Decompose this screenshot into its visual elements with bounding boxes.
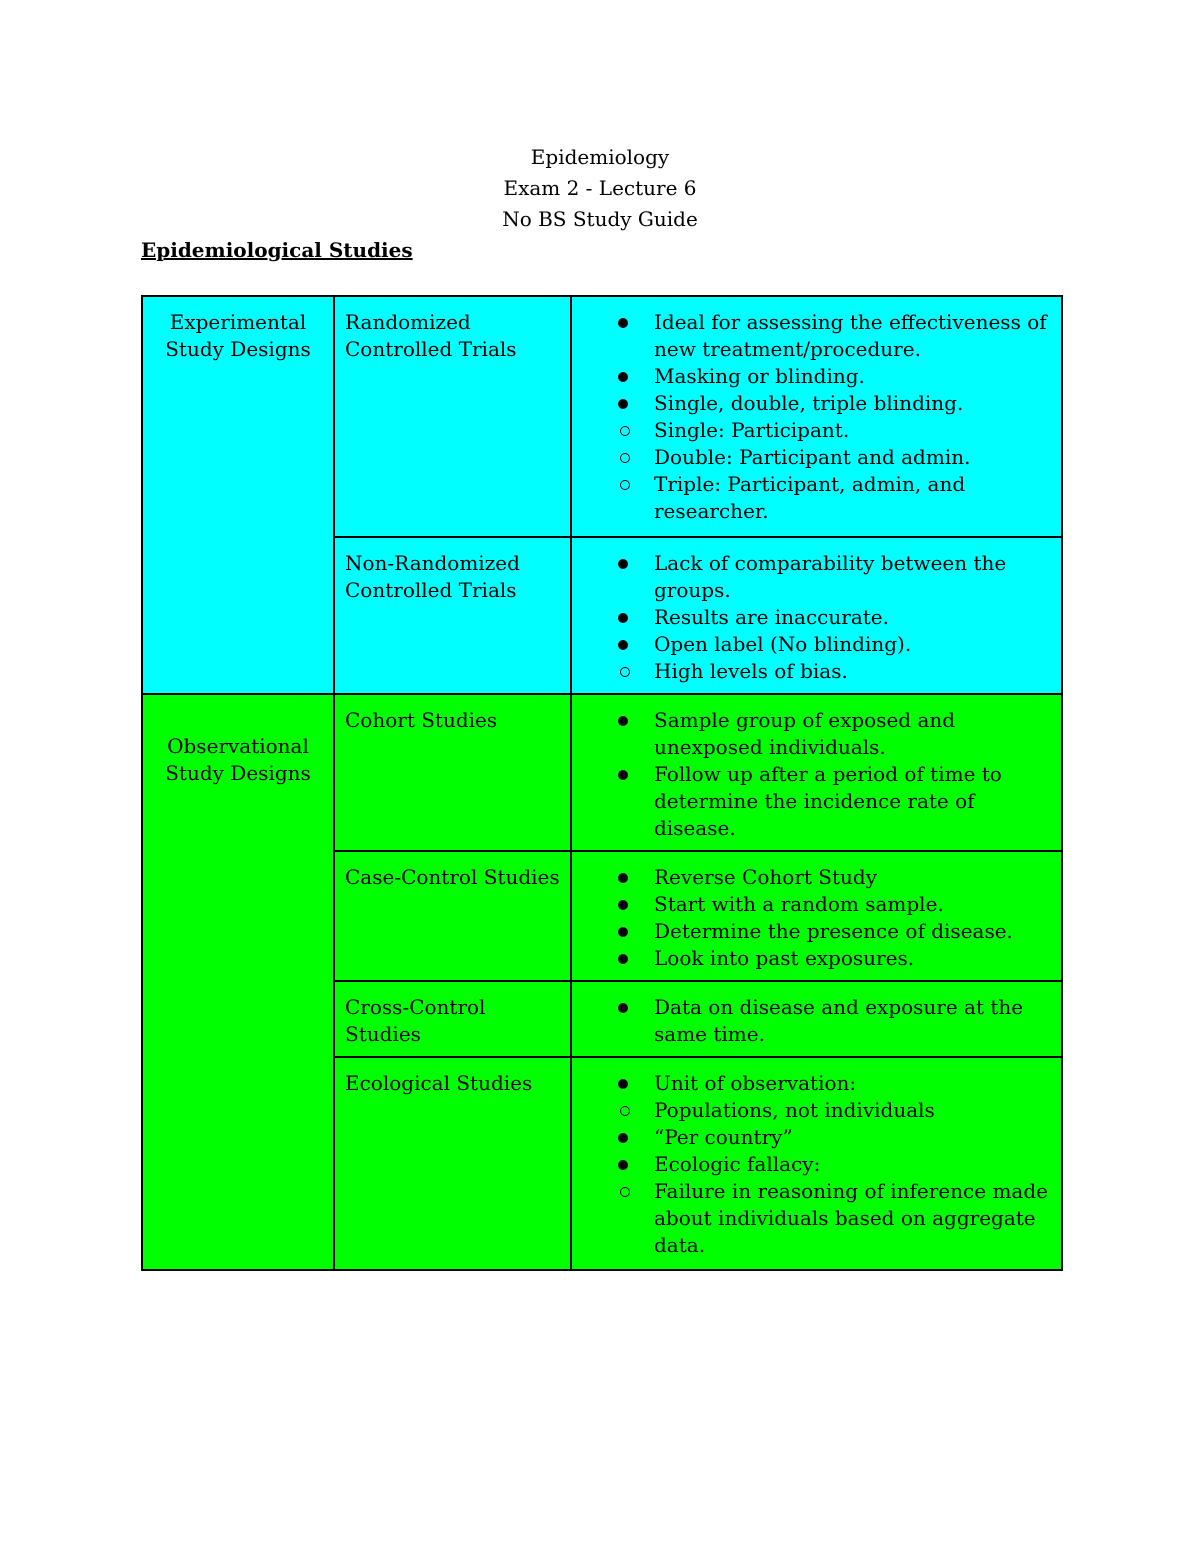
design-name: Randomized Controlled Trials [334, 296, 571, 537]
list-item: Sample group of exposed and unexposed individuals. [654, 707, 1051, 761]
table-row [142, 296, 1062, 537]
category-experimental: Experimental Study Designs [142, 296, 334, 694]
design-name: Ecological Studies [334, 1057, 571, 1270]
design-name: Cross-Control Studies [334, 981, 571, 1057]
list-item [654, 390, 1051, 525]
list-item-text: Unit of observation: [654, 1071, 857, 1095]
table-row [142, 694, 1062, 851]
list-item: Ideal for assessing the effectiveness of new treatment/procedure. [654, 309, 1051, 363]
design-notes [571, 296, 1062, 537]
section-title: Epidemiological Studies [141, 238, 413, 262]
list-item: “Per country” [654, 1124, 1051, 1151]
course-title: Epidemiology [530, 145, 670, 169]
list-item: Lack of comparability between the groups. [654, 550, 1051, 604]
list-item: Data on disease and exposure at the same time. [654, 994, 1051, 1048]
list-item-text: Single, double, triple blinding. [654, 391, 964, 415]
sub-bullet-list [582, 417, 1051, 525]
list-item: Results are inaccurate. [654, 604, 1051, 631]
sub-list-item: Failure in reasoning of inference made about individuals based on aggregate data. [654, 1178, 1051, 1259]
sub-list-item: Triple: Participant, admin, and researcher. [654, 471, 1051, 525]
bullet-list [582, 550, 1051, 685]
sub-bullet-list [582, 1097, 1051, 1124]
guide-title: No BS Study Guide [502, 207, 698, 231]
study-designs-table [141, 295, 1063, 1271]
design-name: Non-Randomized Controlled Trials [334, 537, 571, 694]
list-item-text: Ecologic fallacy: [654, 1152, 821, 1176]
sub-bullet-list [582, 658, 1051, 685]
document-header [0, 142, 1200, 235]
list-item [654, 1070, 1051, 1124]
design-notes [571, 851, 1062, 981]
bullet-list [582, 1070, 1051, 1259]
list-item: Determine the presence of disease. [654, 918, 1051, 945]
list-item: Look into past exposures. [654, 945, 1051, 972]
design-notes [571, 981, 1062, 1057]
list-item-text: Open label (No blinding). [654, 632, 912, 656]
sub-list-item: Single: Participant. [654, 417, 1051, 444]
list-item [654, 631, 1051, 685]
bullet-list [582, 864, 1051, 972]
design-notes [571, 694, 1062, 851]
bullet-list [582, 707, 1051, 842]
list-item: Start with a random sample. [654, 891, 1051, 918]
bullet-list [582, 309, 1051, 525]
sub-list-item: Populations, not individuals [654, 1097, 1051, 1124]
design-notes [571, 537, 1062, 694]
sub-list-item: Double: Participant and admin. [654, 444, 1051, 471]
list-item [654, 1151, 1051, 1259]
bullet-list [582, 994, 1051, 1048]
design-name: Case-Control Studies [334, 851, 571, 981]
design-notes [571, 1057, 1062, 1270]
category-observational: Observational Study Designs [142, 694, 334, 1270]
sub-bullet-list [582, 1178, 1051, 1259]
list-item: Follow up after a period of time to determine the incidence rate of disease. [654, 761, 1051, 842]
list-item: Masking or blinding. [654, 363, 1051, 390]
exam-lecture: Exam 2 - Lecture 6 [503, 176, 697, 200]
sub-list-item: High levels of bias. [654, 658, 1051, 685]
design-name: Cohort Studies [334, 694, 571, 851]
list-item: Reverse Cohort Study [654, 864, 1051, 891]
